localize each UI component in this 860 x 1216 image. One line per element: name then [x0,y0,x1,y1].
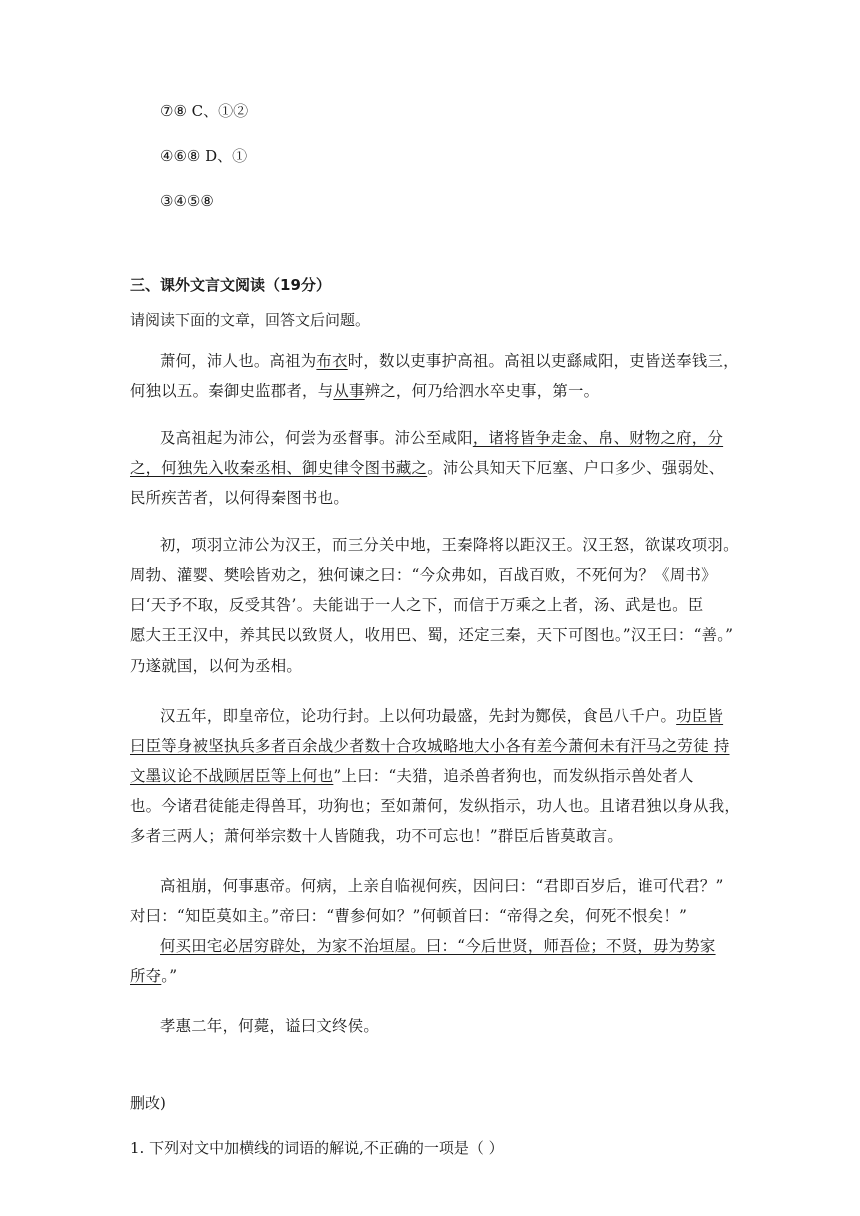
passage-p4-line-3: 文墨议论不战顾居臣等上何也”上曰：“夫猎，追杀兽者狗也，而发纵指示兽处者人 [130,767,694,785]
passage-p2-line-3: 民所疾苦者，以何得秦图书也。 [130,489,349,507]
underlined-term-buyi: 布衣 [316,352,348,370]
underlined-sentence-1: ，诸将皆争走金、帛、财物之府，分 [472,429,724,447]
passage-p4-line-2 [130,736,740,756]
passage-p1-line-2: 何独以五。秦御史监郡者，与从事辨之，何乃给泗水卒史事，第一。 [130,382,600,400]
option-line-3: ③④⑤⑧ [160,192,214,210]
option-line-2: ④⑥⑧ D、① [160,147,248,165]
underlined-sentence-4: 曰臣等身被坚执兵多者百余战少者数十合攻城略地大小各有差今萧何未有汗马之劳徒 持 [130,737,730,755]
passage-p5-line-2: 对曰：“知臣莫如主。”帝曰：“曹参何如？”何顿首曰：“帝得之矣，何死不恨矣！” [130,907,688,925]
section-instruction: 请阅读下面的文章，回答文后问题。 [130,311,371,329]
passage-p3-line-2: 周勃、灌婴、樊哙皆劝之，独何谏之曰：“今众弗如，百战百败，不死何为？《周书》 [130,566,717,584]
passage-p3-line-3: 曰‘天予不取，反受其咎’。夫能诎于一人之下，而信于万乘之上者，汤、武是也。臣 [130,596,704,614]
underlined-sentence-6: 何买田宅必居穷辟处，为家不治垣屋。曰：“今后世贤，师吾俭；不贤，毋为势家 [160,937,716,955]
source-note: 删改) [130,1094,166,1112]
passage-p2-line-2: 之，何独先入收秦丞相、御史律令图书藏之。沛公具知天下厄塞、户口多少、强弱处、 [130,459,725,477]
passage-p5-line-3 [160,936,770,956]
passage-p3-line-4: 愿大王王汉中，养其民以致贤人，收用巴、蜀，还定三秦，天下可图也。”汉王曰：“善。” [130,626,734,644]
underlined-term-congshi: 从事 [333,382,365,400]
passage-p4-line-1: 汉五年，即皇帝位，论功行封。上以何功最盛，先封为酂侯，食邑八千户。功臣皆 [160,707,724,725]
passage-p3-line-1: 初，项羽立沛公为汉王，而三分关中地，王秦降将以距汉王。汉王怒，欲谋攻项羽。 [160,536,739,554]
passage-p4-line-5: 多者三两人；萧何举宗数十人皆随我，功不可忘也！”群臣后皆莫敢言。 [130,827,623,845]
underlined-sentence-3: 功臣皆 [676,707,724,725]
underlined-sentence-5: 文墨议论不战顾居臣等上何也 [130,767,334,785]
passage-p5-line-1: 高祖崩，何事惠帝。何病，上亲自临视何疾，因问曰：“君即百岁后，谁可代君？” [160,877,724,895]
passage-p6-line-1: 孝惠二年，何薨，谥曰文终侯。 [160,1017,379,1035]
option-line-1: ⑦⑧ C、①② [160,102,249,120]
question-1: 1. 下列对文中加横线的词语的解说,不正确的一项是（ ） [130,1139,504,1157]
passage-p2-line-1: 及高祖起为沛公，何尝为丞督事。沛公至咸阳，诸将皆争走金、帛、财物之府，分 [160,429,724,447]
underlined-sentence-7: 所夺 [130,967,162,985]
passage-p4-line-4: 也。今诸君徒能走得兽耳，功狗也；至如萧何，发纵指示，功人也。且诸君独以身从我， [130,797,740,815]
passage-p5-line-4: 所夺。” [130,967,178,985]
passage-p1-line-1: 萧何，沛人也。高祖为布衣时，数以吏事护高祖。高祖以吏繇咸阳，吏皆送奉钱三， [160,352,739,370]
underlined-sentence-2: 之，何独先入收秦丞相、御史律令图书藏之 [130,459,428,477]
section-title: 三、课外文言文阅读（19分） [130,276,331,294]
passage-p3-line-5: 乃遂就国，以何为丞相。 [130,657,303,675]
